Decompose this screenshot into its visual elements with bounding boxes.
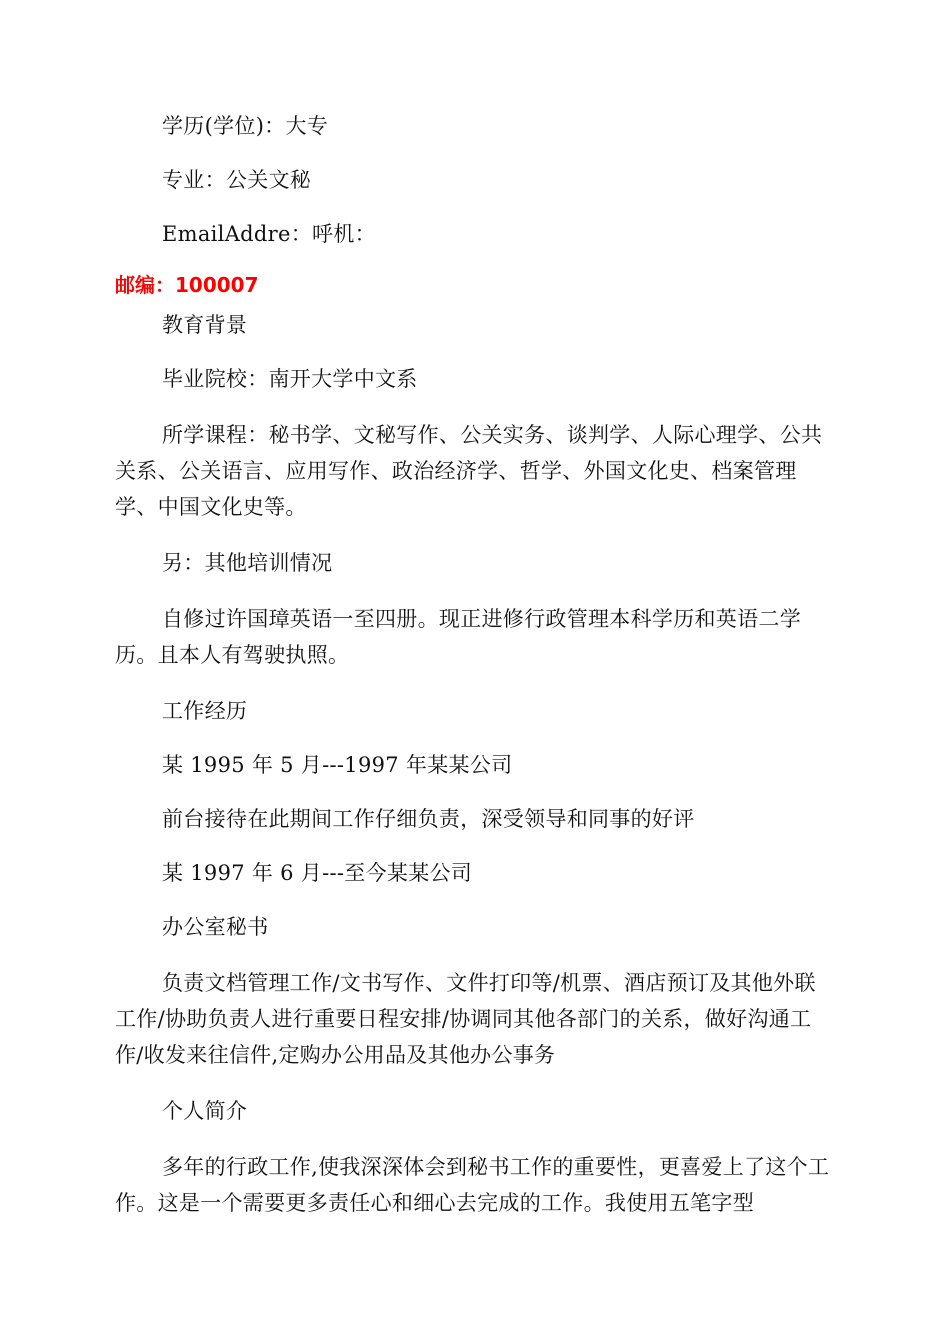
work-heading: 工作经历 [162, 699, 248, 723]
job2-period-line: 某 1997 年 6 月---至今某某公司 [162, 861, 473, 885]
courses-paragraph: 所学课程：秘书学、文秘写作、公关实务、谈判学、人际心理学、公共关系、公关语言、应用写作、政治经济学、哲学、外国文化史、档案管理学、中国文化史等。 [115, 423, 823, 519]
zip-code-line: 邮编：100007 [115, 273, 259, 297]
self-study-paragraph: 自修过许国璋英语一至四册。现正进修行政管理本科学历和英语二学历。且本人有驾驶执照。 [115, 607, 801, 667]
other-training-line: 另：其他培训情况 [162, 551, 333, 575]
education-heading: 教育背景 [162, 313, 248, 337]
education-level-line: 学历(学位)：大专 [162, 114, 329, 138]
job1-period-line: 某 1995 年 5 月---1997 年某某公司 [162, 753, 513, 777]
profile-paragraph: 多年的行政工作,使我深深体会到秘书工作的重要性，更喜爱上了这个工作。这是一个需要更多责任心和细心去完成的工作。我使用五笔字型 [115, 1155, 830, 1215]
email-line: EmailAddre：呼机： [162, 222, 376, 246]
resume-page [115, 108, 837, 1221]
school-line: 毕业院校：南开大学中文系 [162, 367, 418, 391]
major-line: 专业：公关文秘 [162, 168, 312, 192]
job2-title-line: 办公室秘书 [162, 915, 269, 939]
job1-desc-line: 前台接待在此期间工作仔细负责，深受领导和同事的好评 [162, 807, 695, 831]
job2-desc-paragraph: 负责文档管理工作/文书写作、文件打印等/机票、酒店预订及其他外联工作/协助负责人进行重要日程安排/协调同其他各部门的关系，做好沟通工作/收发来往信件,定购办公用品及其他办公事务 [115, 971, 816, 1067]
profile-heading: 个人简介 [162, 1099, 248, 1123]
